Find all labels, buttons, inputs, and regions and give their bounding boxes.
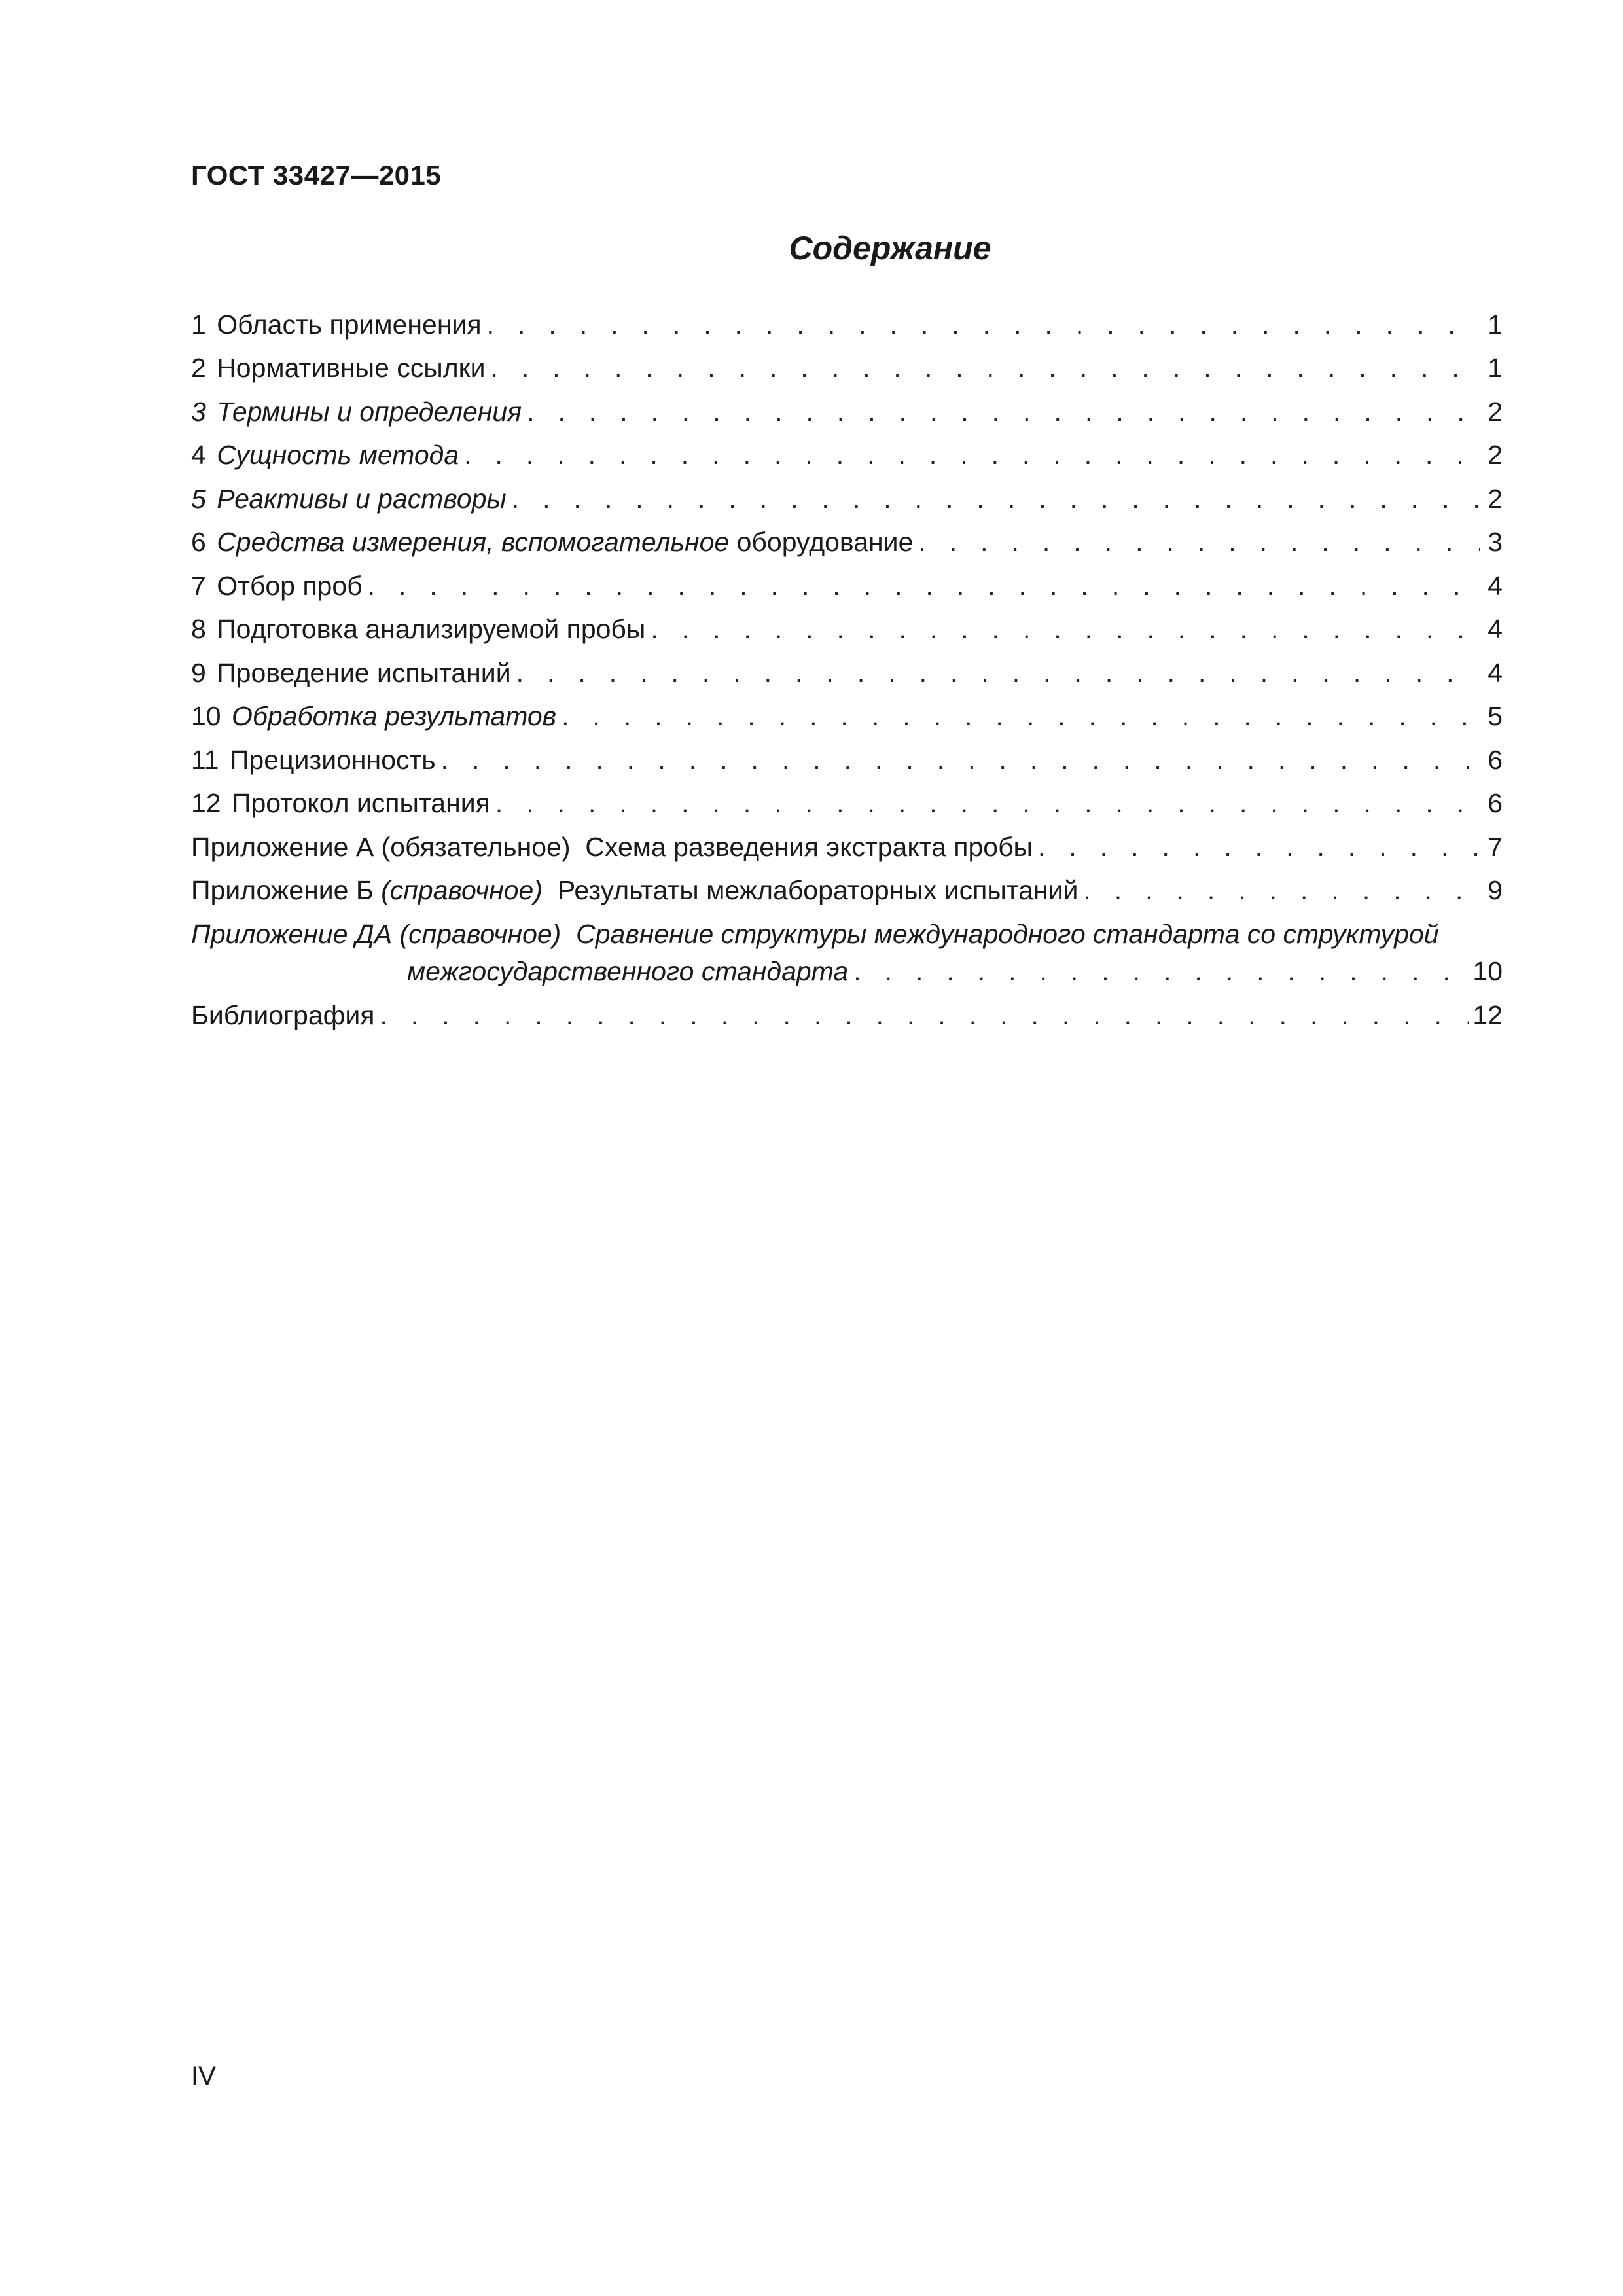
toc-entry-label-italic: Средства измерения, вспомогательное xyxy=(217,527,730,557)
appendix-da-title-line1: Сравнение структуры международного стандарта со структурой xyxy=(576,918,1439,949)
appendix-b-title: Результаты межлабораторных испытаний xyxy=(557,875,1079,905)
toc-appendix-a[interactable] xyxy=(191,817,1503,861)
toc-entry-page: 4 xyxy=(1488,570,1503,601)
toc-entry[interactable] xyxy=(191,774,1503,817)
dot-leader xyxy=(1038,834,1480,861)
toc-entry-page: 4 xyxy=(1488,614,1503,644)
appendix-a-title: Схема разведения экстракта пробы xyxy=(585,831,1033,862)
dot-leader xyxy=(1083,877,1480,904)
dot-leader xyxy=(516,660,1480,687)
document-code: ГОСТ 33427—2015 xyxy=(191,160,442,190)
toc-entry-label: оборудование xyxy=(736,527,914,557)
toc-entry-label: Прецизионность xyxy=(229,744,436,775)
toc-entry[interactable] xyxy=(191,730,1503,774)
toc-entry-label: Нормативные ссылки xyxy=(217,353,486,383)
dot-leader xyxy=(368,573,1480,600)
toc-entry[interactable] xyxy=(191,512,1503,556)
toc-entry-number: 12 xyxy=(191,788,221,818)
toc-title: Содержание xyxy=(789,230,991,266)
toc-entry-number: 3 xyxy=(191,396,206,427)
toc-entry-label: Проведение испытаний xyxy=(217,657,511,688)
toc-entry[interactable] xyxy=(191,643,1503,687)
toc-entry-page: 6 xyxy=(1488,788,1503,818)
appendix-b-page: 9 xyxy=(1488,875,1503,905)
dot-leader xyxy=(495,790,1480,817)
toc-entry-label: Обработка результатов xyxy=(232,701,557,731)
appendix-b-label-italic: (справочное) xyxy=(381,875,543,905)
toc-entry-label: Реактивы и растворы xyxy=(217,483,507,514)
toc-bibliography[interactable] xyxy=(191,985,1503,1029)
appendix-b-label: Приложение Б xyxy=(191,875,374,905)
toc-entry-number: 2 xyxy=(191,353,206,383)
toc-entry[interactable] xyxy=(191,469,1503,512)
dot-leader xyxy=(491,355,1480,382)
appendix-da-page: 10 xyxy=(1472,956,1503,986)
toc-appendix-b[interactable] xyxy=(191,861,1503,905)
toc-entry-page: 6 xyxy=(1488,744,1503,775)
dot-leader xyxy=(651,616,1480,643)
toc-appendix-da-continued[interactable] xyxy=(191,948,1503,985)
dot-leader xyxy=(464,442,1480,469)
toc-appendix-da[interactable] xyxy=(191,904,1503,948)
dot-leader xyxy=(380,1002,1469,1029)
toc-entry-number: 9 xyxy=(191,657,206,688)
toc-entry-number: 6 xyxy=(191,527,206,557)
dot-leader xyxy=(562,703,1480,730)
appendix-da-label: Приложение ДА (справочное) xyxy=(191,918,562,949)
toc-entry-page: 1 xyxy=(1488,353,1503,383)
toc-entry-number: 11 xyxy=(191,744,219,775)
table-of-contents xyxy=(191,295,1503,1029)
toc-entry-page: 1 xyxy=(1488,309,1503,340)
dot-leader xyxy=(441,747,1480,774)
dot-leader xyxy=(853,958,1469,985)
toc-entry-page: 5 xyxy=(1488,701,1503,731)
toc-entry[interactable] xyxy=(191,556,1503,600)
appendix-a-page: 7 xyxy=(1488,831,1503,862)
dot-leader xyxy=(487,312,1480,338)
bibliography-label: Библиография xyxy=(191,999,375,1030)
dot-leader xyxy=(512,486,1480,512)
toc-entry-number: 7 xyxy=(191,570,206,601)
toc-entry[interactable] xyxy=(191,425,1503,469)
toc-entry-label: Отбор проб xyxy=(217,570,363,601)
toc-entry-page: 2 xyxy=(1488,396,1503,427)
toc-entry-label: Сущность метода xyxy=(217,440,459,470)
toc-entry[interactable] xyxy=(191,382,1503,425)
toc-entry-page: 2 xyxy=(1488,440,1503,470)
toc-entry-page: 2 xyxy=(1488,483,1503,514)
toc-entry-page: 4 xyxy=(1488,657,1503,688)
toc-entry-page: 3 xyxy=(1488,527,1503,557)
toc-entry[interactable] xyxy=(191,600,1503,643)
appendix-da-title-line2: межгосударственного стандарта xyxy=(407,956,849,986)
toc-entry[interactable] xyxy=(191,687,1503,730)
toc-entry-number: 4 xyxy=(191,440,206,470)
toc-entry-number: 1 xyxy=(191,309,206,340)
toc-entry-number: 8 xyxy=(191,614,206,644)
toc-entry-number: 5 xyxy=(191,483,206,514)
page-number: IV xyxy=(191,2062,216,2090)
toc-entry-label: Область применения xyxy=(217,309,482,340)
bibliography-page: 12 xyxy=(1472,999,1503,1030)
dot-leader xyxy=(527,399,1480,425)
toc-entry-label: Подготовка анализируемой пробы xyxy=(217,614,646,644)
dot-leader xyxy=(918,529,1480,556)
toc-entry-label: Протокол испытания xyxy=(232,788,490,818)
toc-entry-label: Термины и определения xyxy=(217,396,522,427)
toc-entry[interactable] xyxy=(191,295,1503,338)
appendix-a-label: Приложение А (обязательное) xyxy=(191,831,571,862)
toc-entry-number: 10 xyxy=(191,701,221,731)
toc-entry[interactable] xyxy=(191,338,1503,382)
